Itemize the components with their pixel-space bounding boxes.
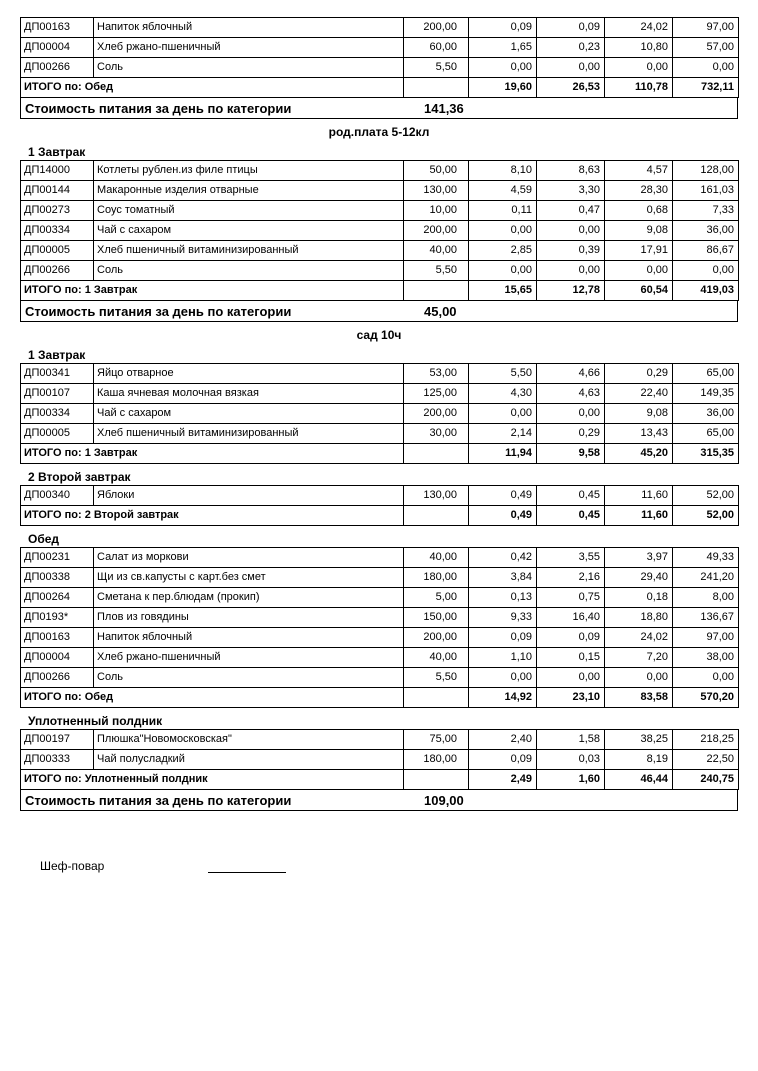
dish-code-cell: ДП00004 [21,38,94,58]
dish-name-cell: Плюшка"Новомосковская" [94,730,404,750]
dish-name-cell: Соль [94,668,404,688]
total-value-cell: 46,44 [605,770,673,790]
total-value-cell: 60,54 [605,281,673,301]
menu-table [20,485,739,526]
dish-value-cell: 0,00 [469,404,537,424]
dish-value-cell: 28,30 [605,181,673,201]
dish-name-cell: Соль [94,58,404,78]
dish-code-cell: ДП00005 [21,241,94,261]
dish-value-cell: 0,00 [605,261,673,281]
menu-table [20,17,739,98]
daily-cost-value: 141,36 [424,100,464,116]
dish-value-cell: 0,75 [537,588,605,608]
dish-row [21,201,739,221]
dish-row [21,241,739,261]
dish-value-cell: 1,58 [537,730,605,750]
dish-name-cell: Хлеб ржано-пшеничный [94,38,404,58]
dish-name-cell: Плов из говядины [94,608,404,628]
dish-value-cell: 2,16 [537,568,605,588]
dish-name-cell: Яблоки [94,486,404,506]
dish-value-cell: 52,00 [673,486,739,506]
dish-value-cell: 0,09 [469,18,537,38]
total-value-cell: 15,65 [469,281,537,301]
total-value-cell: 14,92 [469,688,537,708]
dish-value-cell: 36,00 [673,404,739,424]
dish-qty-cell: 200,00 [404,221,469,241]
meal-name: 2 Второй завтрак [28,470,131,484]
dish-value-cell: 0,00 [537,261,605,281]
total-value-cell: 45,20 [605,444,673,464]
dish-qty-cell: 200,00 [404,628,469,648]
dish-row [21,404,739,424]
meal-name: Уплотненный полдник [28,714,163,728]
menu-table [20,729,739,790]
total-row [21,78,739,98]
total-value-cell: 315,35 [673,444,739,464]
dish-value-cell: 0,47 [537,201,605,221]
dish-value-cell: 136,67 [673,608,739,628]
dish-code-cell: ДП00005 [21,424,94,444]
dish-row [21,384,739,404]
total-row [21,688,739,708]
total-value-cell: 240,75 [673,770,739,790]
dish-value-cell: 11,60 [605,486,673,506]
category-title: род.плата 5-12кл [328,125,430,139]
dish-value-cell: 0,29 [537,424,605,444]
total-row [21,444,739,464]
dish-row [21,261,739,281]
menu-table [20,547,739,708]
dish-value-cell: 4,59 [469,181,537,201]
chef-label: Шеф-повар [40,859,105,873]
total-label-cell: ИТОГО по: Уплотненный полдник [21,770,404,790]
dish-value-cell: 0,09 [469,750,537,770]
total-label-cell: ИТОГО по: 2 Второй завтрак [21,506,404,526]
dish-value-cell: 128,00 [673,161,739,181]
dish-value-cell: 7,20 [605,648,673,668]
total-value-cell: 52,00 [673,506,739,526]
dish-code-cell: ДП0193* [21,608,94,628]
dish-name-cell: Сметана к пер.блюдам (прокип) [94,588,404,608]
daily-cost-value: 45,00 [424,303,457,319]
dish-value-cell: 24,02 [605,628,673,648]
dish-value-cell: 0,13 [469,588,537,608]
dish-value-cell: 0,00 [469,58,537,78]
dish-code-cell: ДП00266 [21,261,94,281]
total-value-cell: 26,53 [537,78,605,98]
dish-value-cell: 3,55 [537,548,605,568]
category-title: сад 10ч [356,328,402,342]
total-value-cell: 1,60 [537,770,605,790]
dish-value-cell: 3,30 [537,181,605,201]
dish-row [21,38,739,58]
dish-row [21,58,739,78]
daily-cost-value: 109,00 [424,792,464,808]
dish-value-cell: 4,57 [605,161,673,181]
signature-line [208,859,286,873]
dish-row [21,568,739,588]
dish-row [21,608,739,628]
dish-value-cell: 3,84 [469,568,537,588]
meal-name: 1 Завтрак [28,145,86,159]
dish-value-cell: 0,00 [605,668,673,688]
dish-value-cell: 2,14 [469,424,537,444]
dish-value-cell: 0,18 [605,588,673,608]
dish-qty-cell: 5,50 [404,261,469,281]
daily-cost-row [20,789,738,811]
dish-qty-cell: 5,50 [404,58,469,78]
dish-name-cell: Щи из св.капусты с карт.без смет [94,568,404,588]
dish-value-cell: 0,03 [537,750,605,770]
total-label-cell: ИТОГО по: 1 Завтрак [21,444,404,464]
dish-value-cell: 0,00 [537,668,605,688]
dish-value-cell: 0,15 [537,648,605,668]
dish-value-cell: 10,80 [605,38,673,58]
dish-row [21,18,739,38]
dish-qty-cell: 125,00 [404,384,469,404]
dish-value-cell: 0,29 [605,364,673,384]
dish-code-cell: ДП00266 [21,58,94,78]
dish-qty-cell: 40,00 [404,241,469,261]
meal-name: Обед [28,532,60,546]
dish-value-cell: 36,00 [673,221,739,241]
dish-code-cell: ДП00144 [21,181,94,201]
dish-qty-cell: 130,00 [404,181,469,201]
dish-code-cell: ДП00266 [21,668,94,688]
menu-table [20,363,739,464]
dish-value-cell: 57,00 [673,38,739,58]
dish-code-cell: ДП00004 [21,648,94,668]
daily-cost-row [20,97,738,119]
dish-value-cell: 0,00 [673,668,739,688]
dish-value-cell: 8,00 [673,588,739,608]
dish-value-cell: 0,00 [469,668,537,688]
dish-value-cell: 38,25 [605,730,673,750]
dish-value-cell: 4,30 [469,384,537,404]
total-qty-cell [404,688,469,708]
dish-value-cell: 65,00 [673,364,739,384]
total-value-cell: 732,11 [673,78,739,98]
total-value-cell: 2,49 [469,770,537,790]
dish-name-cell: Чай с сахаром [94,404,404,424]
dish-code-cell: ДП00264 [21,588,94,608]
dish-qty-cell: 50,00 [404,161,469,181]
total-value-cell: 11,94 [469,444,537,464]
dish-row [21,588,739,608]
total-value-cell: 0,45 [537,506,605,526]
dish-value-cell: 4,66 [537,364,605,384]
dish-name-cell: Напиток яблочный [94,628,404,648]
dish-qty-cell: 200,00 [404,18,469,38]
report-body [20,17,738,811]
dish-value-cell: 0,09 [537,18,605,38]
dish-qty-cell: 10,00 [404,201,469,221]
dish-name-cell: Котлеты рублен.из филе птицы [94,161,404,181]
dish-code-cell: ДП00107 [21,384,94,404]
dish-name-cell: Соус томатный [94,201,404,221]
dish-code-cell: ДП00197 [21,730,94,750]
dish-name-cell: Яйцо отварное [94,364,404,384]
dish-code-cell: ДП00334 [21,404,94,424]
dish-value-cell: 0,42 [469,548,537,568]
dish-row [21,486,739,506]
dish-value-cell: 13,43 [605,424,673,444]
dish-name-cell: Хлеб ржано-пшеничный [94,648,404,668]
total-value-cell: 11,60 [605,506,673,526]
dish-value-cell: 65,00 [673,424,739,444]
dish-value-cell: 8,63 [537,161,605,181]
dish-name-cell: Каша ячневая молочная вязкая [94,384,404,404]
dish-name-cell: Хлеб пшеничный витаминизированный [94,241,404,261]
dish-code-cell: ДП00340 [21,486,94,506]
daily-cost-label: Стоимость питания за день по категории [25,303,292,319]
total-qty-cell [404,444,469,464]
dish-value-cell: 0,49 [469,486,537,506]
dish-value-cell: 241,20 [673,568,739,588]
dish-value-cell: 0,00 [537,221,605,241]
dish-name-cell: Чай полусладкий [94,750,404,770]
daily-cost-row [20,300,738,322]
daily-cost-label: Стоимость питания за день по категории [25,100,292,116]
dish-qty-cell: 180,00 [404,568,469,588]
dish-value-cell: 38,00 [673,648,739,668]
dish-value-cell: 0,09 [537,628,605,648]
dish-code-cell: ДП00163 [21,18,94,38]
dish-value-cell: 9,08 [605,221,673,241]
dish-row [21,730,739,750]
total-qty-cell [404,281,469,301]
dish-value-cell: 29,40 [605,568,673,588]
dish-value-cell: 97,00 [673,628,739,648]
total-row [21,281,739,301]
dish-code-cell: ДП00163 [21,628,94,648]
dish-qty-cell: 5,50 [404,668,469,688]
dish-name-cell: Соль [94,261,404,281]
daily-cost-label: Стоимость питания за день по категории [25,792,292,808]
dish-value-cell: 0,11 [469,201,537,221]
dish-row [21,424,739,444]
dish-value-cell: 24,02 [605,18,673,38]
dish-value-cell: 0,23 [537,38,605,58]
dish-code-cell: ДП00338 [21,568,94,588]
dish-row [21,364,739,384]
dish-row [21,648,739,668]
dish-value-cell: 3,97 [605,548,673,568]
dish-row [21,628,739,648]
dish-qty-cell: 180,00 [404,750,469,770]
dish-value-cell: 218,25 [673,730,739,750]
dish-qty-cell: 130,00 [404,486,469,506]
dish-code-cell: ДП00333 [21,750,94,770]
total-qty-cell [404,78,469,98]
dish-value-cell: 149,35 [673,384,739,404]
dish-qty-cell: 53,00 [404,364,469,384]
dish-qty-cell: 75,00 [404,730,469,750]
total-label-cell: ИТОГО по: 1 Завтрак [21,281,404,301]
dish-value-cell: 0,00 [537,58,605,78]
dish-name-cell: Макаронные изделия отварные [94,181,404,201]
dish-value-cell: 0,00 [469,261,537,281]
dish-value-cell: 2,40 [469,730,537,750]
dish-row [21,548,739,568]
dish-value-cell: 18,80 [605,608,673,628]
dish-value-cell: 0,68 [605,201,673,221]
dish-value-cell: 8,10 [469,161,537,181]
meal-name: 1 Завтрак [28,348,86,362]
total-value-cell: 9,58 [537,444,605,464]
dish-code-cell: ДП00273 [21,201,94,221]
dish-value-cell: 9,33 [469,608,537,628]
dish-value-cell: 0,00 [605,58,673,78]
total-value-cell: 0,49 [469,506,537,526]
dish-qty-cell: 40,00 [404,548,469,568]
dish-qty-cell: 150,00 [404,608,469,628]
dish-value-cell: 86,67 [673,241,739,261]
total-value-cell: 570,20 [673,688,739,708]
total-value-cell: 23,10 [537,688,605,708]
dish-row [21,161,739,181]
dish-code-cell: ДП00341 [21,364,94,384]
dish-value-cell: 0,39 [537,241,605,261]
dish-value-cell: 2,85 [469,241,537,261]
dish-name-cell: Салат из моркови [94,548,404,568]
dish-value-cell: 0,09 [469,628,537,648]
dish-qty-cell: 30,00 [404,424,469,444]
menu-table [20,160,739,301]
dish-qty-cell: 40,00 [404,648,469,668]
dish-value-cell: 22,40 [605,384,673,404]
dish-value-cell: 0,00 [673,58,739,78]
dish-value-cell: 8,19 [605,750,673,770]
dish-qty-cell: 5,00 [404,588,469,608]
total-row [21,770,739,790]
dish-value-cell: 0,00 [537,404,605,424]
dish-name-cell: Хлеб пшеничный витаминизированный [94,424,404,444]
total-value-cell: 419,03 [673,281,739,301]
total-value-cell: 12,78 [537,281,605,301]
dish-value-cell: 4,63 [537,384,605,404]
dish-value-cell: 5,50 [469,364,537,384]
dish-value-cell: 22,50 [673,750,739,770]
total-value-cell: 83,58 [605,688,673,708]
dish-value-cell: 16,40 [537,608,605,628]
signature-row [40,859,738,873]
dish-value-cell: 0,00 [469,221,537,241]
total-qty-cell [404,770,469,790]
dish-name-cell: Чай с сахаром [94,221,404,241]
dish-value-cell: 1,65 [469,38,537,58]
dish-value-cell: 0,00 [673,261,739,281]
dish-row [21,181,739,201]
dish-code-cell: ДП14000 [21,161,94,181]
dish-value-cell: 49,33 [673,548,739,568]
total-value-cell: 19,60 [469,78,537,98]
dish-value-cell: 97,00 [673,18,739,38]
dish-row [21,750,739,770]
total-row [21,506,739,526]
dish-value-cell: 1,10 [469,648,537,668]
dish-qty-cell: 200,00 [404,404,469,424]
total-value-cell: 110,78 [605,78,673,98]
dish-name-cell: Напиток яблочный [94,18,404,38]
total-qty-cell [404,506,469,526]
total-label-cell: ИТОГО по: Обед [21,78,404,98]
dish-qty-cell: 60,00 [404,38,469,58]
dish-row [21,221,739,241]
dish-value-cell: 7,33 [673,201,739,221]
dish-value-cell: 9,08 [605,404,673,424]
dish-code-cell: ДП00231 [21,548,94,568]
total-label-cell: ИТОГО по: Обед [21,688,404,708]
dish-code-cell: ДП00334 [21,221,94,241]
dish-value-cell: 161,03 [673,181,739,201]
dish-row [21,668,739,688]
dish-value-cell: 17,91 [605,241,673,261]
dish-value-cell: 0,45 [537,486,605,506]
